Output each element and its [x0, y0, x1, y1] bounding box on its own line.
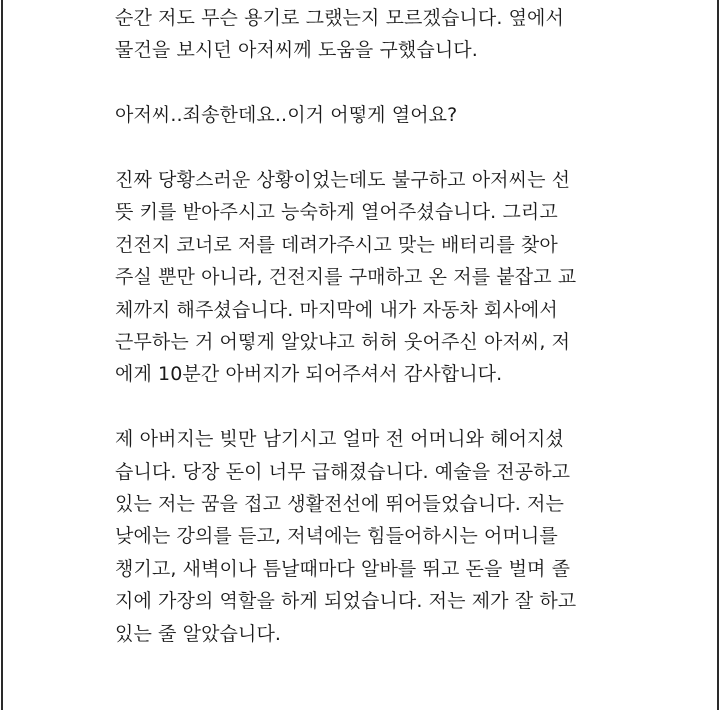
text-line: 에게 10분간 아버지가 되어주셔서 감사합니다.: [115, 363, 503, 386]
text-line: 뜻 키를 받아주시고 능숙하게 열어주셨습니다. 그리고: [115, 201, 558, 224]
text-line: 물건을 보시던 아저씨께 도움을 구했습니다.: [115, 39, 478, 62]
text-line: 있는 저는 꿈을 접고 생활전선에 뛰어들었습니다. 저는: [115, 493, 564, 516]
text-line: 아저씨..죄송한데요..이거 어떻게 열어요?: [115, 104, 458, 127]
text-line: 낮에는 강의를 듣고, 저녁에는 힘들어하시는 어머니를: [115, 525, 558, 548]
text-line: 근무하는 거 어떻게 알았냐고 허허 웃어주신 아저씨, 저: [115, 331, 571, 354]
paragraph-1: [115, 2, 615, 67]
paragraph-3: [115, 164, 615, 391]
text-line: 지에 가장의 역할을 하게 되었습니다. 저는 제가 잘 하고: [115, 590, 577, 613]
left-border: [1, 0, 3, 710]
text-line: 있는 줄 알았습니다.: [115, 622, 282, 645]
text-line: 주실 뿐만 아니라, 건전지를 구매하고 온 저를 붙잡고 교: [115, 266, 577, 289]
text-line: 순간 저도 무슨 용기로 그랬는지 모르겠습니다. 옆에서: [115, 7, 564, 29]
text-line: 체까지 해주셨습니다. 마지막에 내가 자동차 회사에서: [115, 298, 558, 321]
text-line: 진짜 당황스러운 상황이었는데도 불구하고 아저씨는 선: [115, 169, 571, 191]
paragraph-2: [115, 99, 615, 131]
text-line: 습니다. 당장 돈이 너무 급해졌습니다. 예술을 전공하고: [115, 460, 571, 483]
article-body: [115, 2, 615, 682]
text-line: 제 아버지는 빚만 남기시고 얼마 전 어머니와 헤어지셨: [115, 428, 564, 451]
text-line: 건전지 코너로 저를 데려가주시고 맞는 배터리를 찾아: [115, 233, 558, 256]
paragraph-4: [115, 423, 615, 650]
text-line: 챙기고, 새벽이나 틈날때마다 알바를 뛰고 돈을 벌며 졸: [115, 557, 571, 580]
right-border: [717, 0, 719, 710]
